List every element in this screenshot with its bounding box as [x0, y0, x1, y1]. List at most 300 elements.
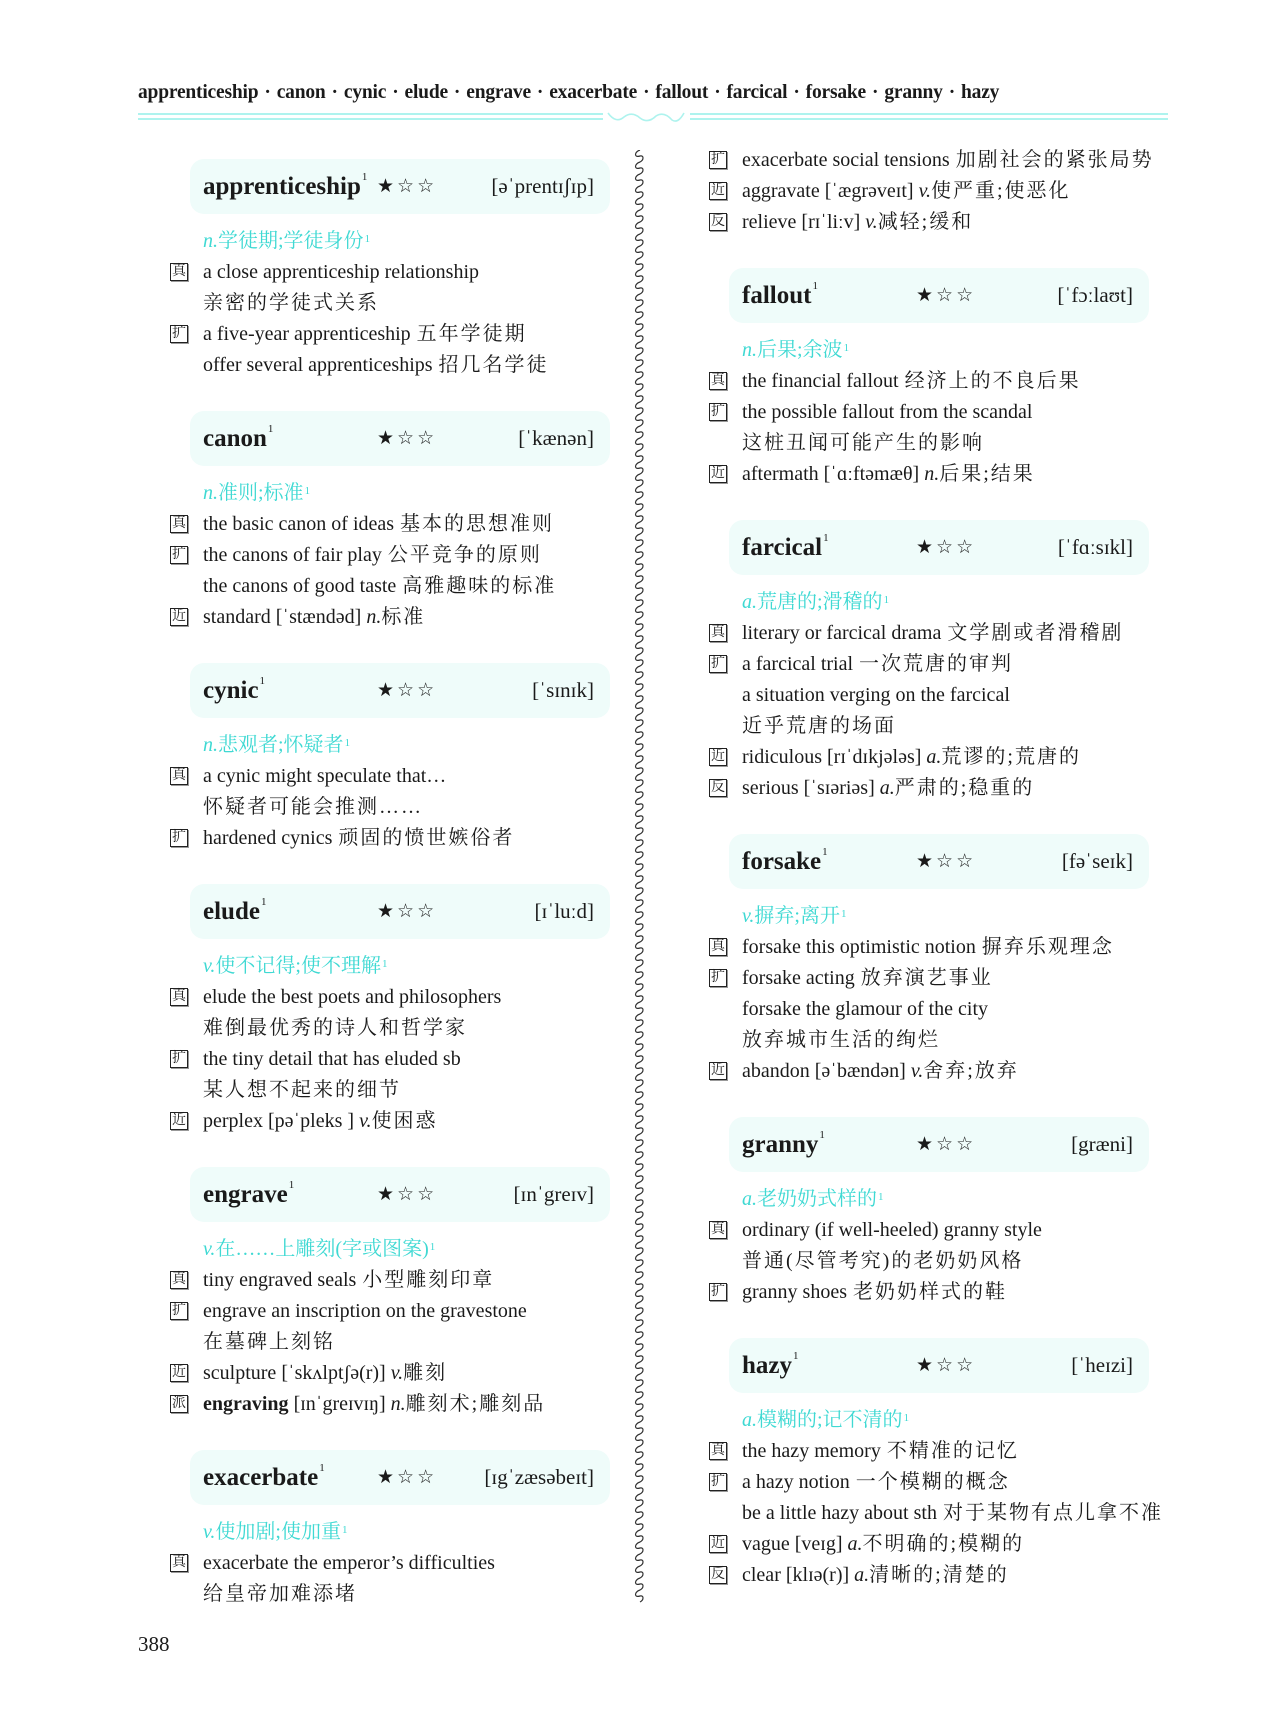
example-english: hardened cynics: [203, 827, 333, 849]
column-divider-squiggle: [632, 150, 648, 1605]
entry-forsake: [709, 834, 1149, 1087]
related-pos: v.: [390, 1362, 404, 1384]
related-pos: a.: [879, 777, 895, 799]
entry-line: [709, 1467, 1149, 1498]
tag-extended-example-icon: 扩: [711, 1284, 725, 1299]
example-chinese: 一个模糊的概念: [855, 1471, 1010, 1493]
definition: [170, 730, 610, 761]
entry-line: [170, 1106, 610, 1137]
entry-line: [709, 711, 1149, 742]
entry-body: [170, 478, 610, 633]
separator-dot: ·: [536, 82, 544, 103]
star-rating: [377, 900, 437, 923]
definition: [709, 335, 1149, 366]
example-chinese: 老奶奶样式的鞋: [852, 1281, 1007, 1303]
footnote-mark: 1: [259, 674, 266, 687]
definition: [170, 478, 610, 509]
separator-dot: ·: [264, 82, 271, 103]
entry-line: [709, 428, 1149, 459]
star-empty-icon: ☆: [417, 1467, 438, 1488]
entry-engrave: [170, 1167, 610, 1420]
example-chinese: 五年学徒期: [416, 323, 527, 345]
star-empty-icon: ☆: [956, 285, 977, 306]
header-rule-ornament: [138, 112, 1168, 124]
entry-body: [170, 226, 610, 381]
headword-text: granny: [742, 1130, 819, 1158]
tag-extended-example-icon: 扩: [711, 152, 725, 167]
example-chinese: 顽固的愤世嫉俗者: [338, 827, 515, 849]
related-pos: a.: [847, 1533, 863, 1555]
related-word: relieve: [742, 211, 797, 233]
part-of-speech: a.: [742, 1188, 757, 1210]
star-empty-icon: ☆: [936, 537, 957, 558]
related-meaning: 减轻;缓和: [877, 211, 974, 233]
related-pos: v.: [359, 1110, 372, 1132]
phonetic: [ˈfɔːlaʊt]: [1057, 283, 1133, 307]
tag-real-example-icon: 真: [711, 373, 725, 388]
example-chinese: 放弃城市生活的绚烂: [742, 1029, 940, 1051]
footnote-mark: 1: [319, 1461, 325, 1474]
related-meaning: 后果;结果: [939, 463, 1035, 485]
star-empty-icon: ☆: [397, 901, 418, 922]
entry-header: [729, 1117, 1149, 1172]
phonetic: [fəˈseɪk]: [1061, 849, 1133, 873]
example-chinese: 基本的思想准则: [400, 513, 555, 535]
headword: [203, 1461, 371, 1492]
tag-real-example-icon: 真: [711, 939, 725, 954]
entry-line: [709, 207, 1149, 238]
related-meaning: 标准: [381, 606, 426, 628]
entry-body: [709, 1184, 1149, 1308]
running-head-word: farcical: [726, 82, 788, 103]
headword-text: engrave: [203, 1180, 288, 1208]
part-of-speech: v.: [742, 905, 755, 927]
example-english: be a little hazy about sth: [742, 1502, 937, 1524]
tag-synonym-icon: 近: [711, 466, 725, 481]
tag-extended-example-icon: 扩: [172, 1303, 186, 1318]
related-pos: v.: [918, 180, 931, 202]
example-english: the hazy memory: [742, 1440, 881, 1462]
example-english: forsake this optimistic notion: [742, 936, 976, 958]
running-head-word: exacerbate: [549, 82, 638, 103]
star-filled-icon: ★: [916, 851, 937, 872]
related-phonetic: [ɪnˈgreɪvɪŋ]: [293, 1393, 386, 1415]
tag-antonym-icon: 反: [711, 1567, 725, 1582]
headword-text: elude: [203, 897, 260, 925]
star-filled-icon: ★: [377, 1467, 398, 1488]
continued-entry: [709, 145, 1154, 238]
entry-body: [170, 951, 610, 1137]
star-empty-icon: ☆: [956, 1355, 977, 1376]
tag-synonym-icon: 近: [172, 1113, 186, 1128]
entry-line: [170, 1548, 610, 1579]
example-english: tiny engraved seals: [203, 1269, 357, 1291]
headword: [742, 1128, 910, 1159]
running-head-word: engrave: [466, 82, 531, 103]
entry-body: [709, 901, 1149, 1087]
related-pos: v.: [865, 211, 878, 233]
footnote-mark: 1: [267, 422, 274, 435]
example-chinese: 放弃演艺事业: [860, 967, 993, 989]
star-rating: [916, 850, 976, 873]
example-chinese: 在墓碑上刻铭: [203, 1331, 335, 1353]
footnote-mark: 1: [823, 531, 829, 544]
part-of-speech: v.: [203, 955, 216, 977]
star-empty-icon: ☆: [956, 851, 977, 872]
tag-real-example-icon: 真: [172, 516, 186, 531]
related-phonetic: [ˈskʌlptʃə(r)]: [281, 1362, 386, 1384]
headword-text: hazy: [742, 1351, 792, 1379]
definition: [170, 226, 610, 257]
definition-text: 使加剧;使加重: [215, 1521, 341, 1543]
definition-text: 准则;标准: [218, 482, 304, 504]
star-empty-icon: ☆: [936, 285, 957, 306]
separator-dot: ·: [392, 82, 399, 103]
definition: [709, 901, 1149, 932]
entry-line: [709, 1246, 1149, 1277]
related-pos: n.: [390, 1393, 406, 1415]
related-pos: v.: [910, 1060, 924, 1082]
related-pos: n.: [924, 463, 940, 485]
example-chinese: 某人想不起来的细节: [203, 1079, 401, 1101]
entry-header: [729, 268, 1149, 323]
separator-dot: ·: [453, 82, 461, 103]
headword-text: exacerbate: [203, 1463, 319, 1491]
footnote-mark: 1: [429, 1241, 436, 1253]
example-english: a cynic might speculate that…: [203, 765, 447, 787]
separator-dot: ·: [793, 82, 800, 103]
star-empty-icon: ☆: [397, 428, 418, 449]
example-chinese: 摒弃乐观理念: [981, 936, 1114, 958]
example-english: a close apprenticeship relationship: [203, 261, 480, 283]
separator-dot: ·: [331, 82, 338, 103]
example-english: offer several apprenticeships: [203, 354, 433, 376]
entry-line: [170, 602, 610, 633]
example-english: the basic canon of ideas: [203, 513, 395, 535]
star-empty-icon: ☆: [397, 1184, 418, 1205]
entry-line: [709, 1277, 1149, 1308]
related-phonetic: [ˈstændəd]: [275, 606, 362, 628]
star-empty-icon: ☆: [936, 1134, 957, 1155]
example-english: the canons of good taste: [203, 575, 397, 597]
related-meaning: 清晰的;清楚的: [869, 1564, 1009, 1586]
entry-line: [709, 1560, 1149, 1591]
related-phonetic: [klɪə(r)]: [785, 1564, 850, 1586]
entry-body: [709, 335, 1149, 490]
example-english: forsake acting: [742, 967, 855, 989]
related-meaning: 舍弃;放弃: [923, 1060, 1019, 1082]
entry-body: [170, 1234, 610, 1420]
star-filled-icon: ★: [377, 680, 398, 701]
definition-text: 荒唐的;滑稽的: [757, 591, 883, 613]
example-english: a farcical trial: [742, 653, 854, 675]
definition: [709, 587, 1149, 618]
example-chinese: 一次荒唐的审判: [859, 653, 1014, 675]
star-empty-icon: ☆: [417, 1184, 438, 1205]
tag-antonym-icon: 反: [711, 780, 725, 795]
tag-real-example-icon: 真: [172, 264, 186, 279]
phonetic: [əˈprentɪʃɪp]: [491, 174, 594, 198]
tag-synonym-icon: 近: [172, 1365, 186, 1380]
example-english: engrave an inscription on the gravestone: [203, 1300, 527, 1322]
entry-header: [190, 1167, 610, 1222]
entry-line: [170, 288, 610, 319]
entry-line: [709, 1436, 1149, 1467]
star-rating: [377, 427, 437, 450]
example-english: forsake the glamour of the city: [742, 998, 989, 1020]
footnote-mark: 1: [878, 1191, 884, 1203]
running-head-word: canon: [276, 82, 326, 103]
tag-extended-example-icon: 扩: [711, 970, 725, 985]
related-meaning: 荒谬的;荒唐的: [941, 746, 1081, 768]
example-chinese: 对于某物有点儿拿不准: [942, 1502, 1163, 1524]
tag-real-example-icon: 真: [711, 1222, 725, 1237]
related-phonetic: [pəˈpleks ]: [267, 1110, 355, 1132]
example-chinese: 近乎荒唐的场面: [742, 715, 896, 737]
entry-line: [709, 366, 1149, 397]
related-word: perplex: [203, 1110, 263, 1132]
part-of-speech: v.: [203, 1521, 216, 1543]
headword: [203, 422, 371, 453]
running-head-word: elude: [404, 82, 448, 103]
related-phonetic: [ˈsɪəriəs]: [803, 777, 875, 799]
tag-real-example-icon: 真: [711, 1443, 725, 1458]
part-of-speech: n.: [203, 230, 218, 252]
example-english: granny shoes: [742, 1281, 847, 1303]
example-english: exacerbate social tensions: [742, 149, 950, 171]
entry-fallout: [709, 268, 1149, 490]
running-head-word: fallout: [655, 82, 709, 103]
entry-line: [709, 459, 1149, 490]
definition: [170, 1234, 610, 1265]
headword-text: cynic: [203, 676, 259, 704]
footnote-mark: 1: [822, 845, 828, 858]
tag-real-example-icon: 真: [172, 1555, 186, 1570]
star-filled-icon: ★: [916, 285, 937, 306]
footnote-mark: 1: [364, 233, 371, 245]
running-head-word: cynic: [343, 82, 387, 103]
related-phonetic: [rɪˈliːv]: [801, 211, 861, 233]
star-empty-icon: ☆: [417, 680, 438, 701]
example-chinese: 这桩丑闻可能产生的影响: [742, 432, 984, 454]
related-word: serious: [742, 777, 799, 799]
tag-extended-example-icon: 扩: [172, 830, 186, 845]
tag-synonym-icon: 近: [711, 749, 725, 764]
related-word: engraving: [203, 1393, 289, 1415]
running-head-word: forsake: [805, 82, 866, 103]
footnote-mark: 1: [793, 1349, 799, 1362]
headword: [742, 1349, 910, 1380]
entry-header: [190, 1450, 610, 1505]
entry-line: [170, 571, 610, 602]
example-chinese: 普通(尽管考究)的老奶奶风格: [742, 1250, 1024, 1272]
star-empty-icon: ☆: [956, 537, 977, 558]
example-english: the canons of fair play: [203, 544, 382, 566]
entry-line: [170, 1044, 610, 1075]
entry-elude: [170, 884, 610, 1137]
star-rating: [916, 1354, 976, 1377]
entry-line: [170, 1013, 610, 1044]
footnote-mark: 1: [344, 737, 351, 749]
star-rating: [916, 284, 976, 307]
example-chinese: 招几名学徒: [438, 354, 549, 376]
headword-text: canon: [203, 424, 267, 452]
footnote-mark: 1: [381, 958, 388, 970]
footnote-mark: 1: [341, 1524, 348, 1536]
example-chinese: 经济上的不良后果: [904, 370, 1081, 392]
entry-header: [190, 663, 610, 718]
footnote-mark: 1: [843, 342, 850, 354]
tag-extended-example-icon: 扩: [172, 326, 186, 341]
example-chinese: 不精准的记忆: [886, 1440, 1019, 1462]
entry-line: [709, 618, 1149, 649]
tag-real-example-icon: 真: [172, 768, 186, 783]
star-rating: [377, 679, 437, 702]
example-english: ordinary (if well-heeled) granny style: [742, 1219, 1042, 1241]
tag-real-example-icon: 真: [711, 625, 725, 640]
entry-canon: [170, 411, 610, 633]
entry-line: [709, 176, 1149, 207]
running-head: [138, 82, 999, 104]
star-empty-icon: ☆: [936, 851, 957, 872]
example-english: a hazy notion: [742, 1471, 850, 1493]
related-phonetic: [əˈbændən]: [814, 1060, 906, 1082]
entry-line: [709, 680, 1149, 711]
related-phonetic: [veɪg]: [794, 1533, 843, 1555]
definition-text: 悲观者;怀疑者: [218, 734, 344, 756]
definition-text: 使不记得;使不理解: [215, 955, 381, 977]
footnote-mark: 1: [903, 1412, 910, 1424]
definition-text: 后果;余波: [757, 339, 843, 361]
definition-text: 学徒期;学徒身份: [218, 230, 364, 252]
part-of-speech: n.: [203, 734, 218, 756]
separator-dot: ·: [643, 82, 650, 103]
entry-line: [170, 540, 610, 571]
entry-header: [190, 159, 610, 214]
headword: [742, 845, 910, 876]
left-column: [170, 159, 610, 1640]
part-of-speech: a.: [742, 591, 757, 613]
tag-extended-example-icon: 扩: [711, 656, 725, 671]
entry-line: [170, 761, 610, 792]
star-empty-icon: ☆: [397, 1467, 418, 1488]
star-filled-icon: ★: [916, 1355, 937, 1376]
entry-line: [709, 994, 1149, 1025]
example-english: the financial fallout: [742, 370, 899, 392]
footnote-mark: 1: [883, 594, 890, 606]
star-empty-icon: ☆: [397, 176, 418, 197]
phonetic: [ˈkænən]: [518, 426, 594, 450]
page-number: 388: [138, 1632, 170, 1656]
star-rating: [377, 1466, 437, 1489]
example-english: exacerbate the emperor’s difficulties: [203, 1552, 495, 1574]
tag-real-example-icon: 真: [172, 1272, 186, 1287]
example-english: the possible fallout from the scandal: [742, 401, 1033, 423]
tag-real-example-icon: 真: [172, 989, 186, 1004]
entry-line: [170, 319, 610, 350]
star-rating: [916, 1133, 976, 1156]
running-head-word: apprenticeship: [138, 82, 259, 103]
related-meaning: 雕刻: [403, 1362, 448, 1384]
example-english: elude the best poets and philosophers: [203, 986, 502, 1008]
related-meaning: 严肃的;稳重的: [894, 777, 1035, 799]
related-pos: n.: [366, 606, 382, 628]
headword: [203, 674, 371, 705]
footnote-mark: 1: [840, 908, 847, 920]
definition: [170, 1517, 610, 1548]
entry-line: [170, 350, 610, 381]
entry-body: [709, 587, 1149, 804]
definition-text: 在……上雕刻(字或图案): [215, 1238, 429, 1260]
related-pos: a.: [854, 1564, 870, 1586]
example-english: literary or farcical drama: [742, 622, 942, 644]
related-word: aftermath: [742, 463, 819, 485]
star-filled-icon: ★: [916, 1134, 937, 1155]
entry-body: [170, 1517, 610, 1610]
entry-line: [170, 982, 610, 1013]
star-empty-icon: ☆: [417, 176, 438, 197]
entry-line: [709, 145, 1154, 176]
headword-text: fallout: [742, 281, 812, 309]
tag-synonym-icon: 近: [172, 609, 186, 624]
headword: [203, 895, 371, 926]
entry-line: [709, 963, 1149, 994]
definition-text: 模糊的;记不清的: [757, 1409, 903, 1431]
entry-cynic: [170, 663, 610, 854]
tag-synonym-icon: 近: [711, 1536, 725, 1551]
headword: [203, 170, 371, 201]
part-of-speech: n.: [203, 482, 218, 504]
entry-header: [190, 884, 610, 939]
phonetic: [ˈfɑːsɪkl]: [1057, 535, 1133, 559]
headword: [742, 279, 910, 310]
entry-line: [170, 823, 610, 854]
separator-dot: ·: [948, 82, 956, 103]
entry-line: [170, 1389, 610, 1420]
example-chinese: 亲密的学徒式关系: [203, 292, 379, 314]
entry-line: [170, 1075, 610, 1106]
definition-text: 老奶奶式样的: [757, 1188, 877, 1210]
entry-header: [190, 411, 610, 466]
entry-line: [170, 1265, 610, 1296]
star-empty-icon: ☆: [956, 1134, 977, 1155]
entry-line: [709, 1025, 1149, 1056]
related-word: aggravate: [742, 180, 820, 202]
entry-line: [170, 1579, 610, 1610]
star-filled-icon: ★: [377, 901, 398, 922]
entry-line: [170, 1358, 610, 1389]
entry-body: [709, 1405, 1163, 1591]
related-meaning: 雕刻术;雕刻品: [405, 1393, 546, 1415]
footnote-mark: 1: [819, 1128, 825, 1141]
example-chinese: 高雅趣味的标准: [402, 575, 557, 597]
related-meaning: 使困惑: [371, 1110, 438, 1132]
related-phonetic: [rɪˈdɪkjələs]: [827, 746, 922, 768]
phonetic: [ˈsɪnɪk]: [532, 678, 594, 702]
entry-line: [709, 932, 1149, 963]
entry-granny: [709, 1117, 1149, 1308]
related-word: vague: [742, 1533, 790, 1555]
right-column: [709, 145, 1163, 1621]
running-head-word: granny: [884, 82, 943, 103]
entry-line: [170, 1296, 610, 1327]
entry-farcical: [709, 520, 1149, 804]
star-rating: [377, 175, 437, 198]
related-meaning: 使严重;使恶化: [931, 180, 1071, 202]
separator-dot: ·: [872, 82, 879, 103]
footnote-mark: 1: [288, 1178, 295, 1191]
entry-line: [709, 1529, 1149, 1560]
